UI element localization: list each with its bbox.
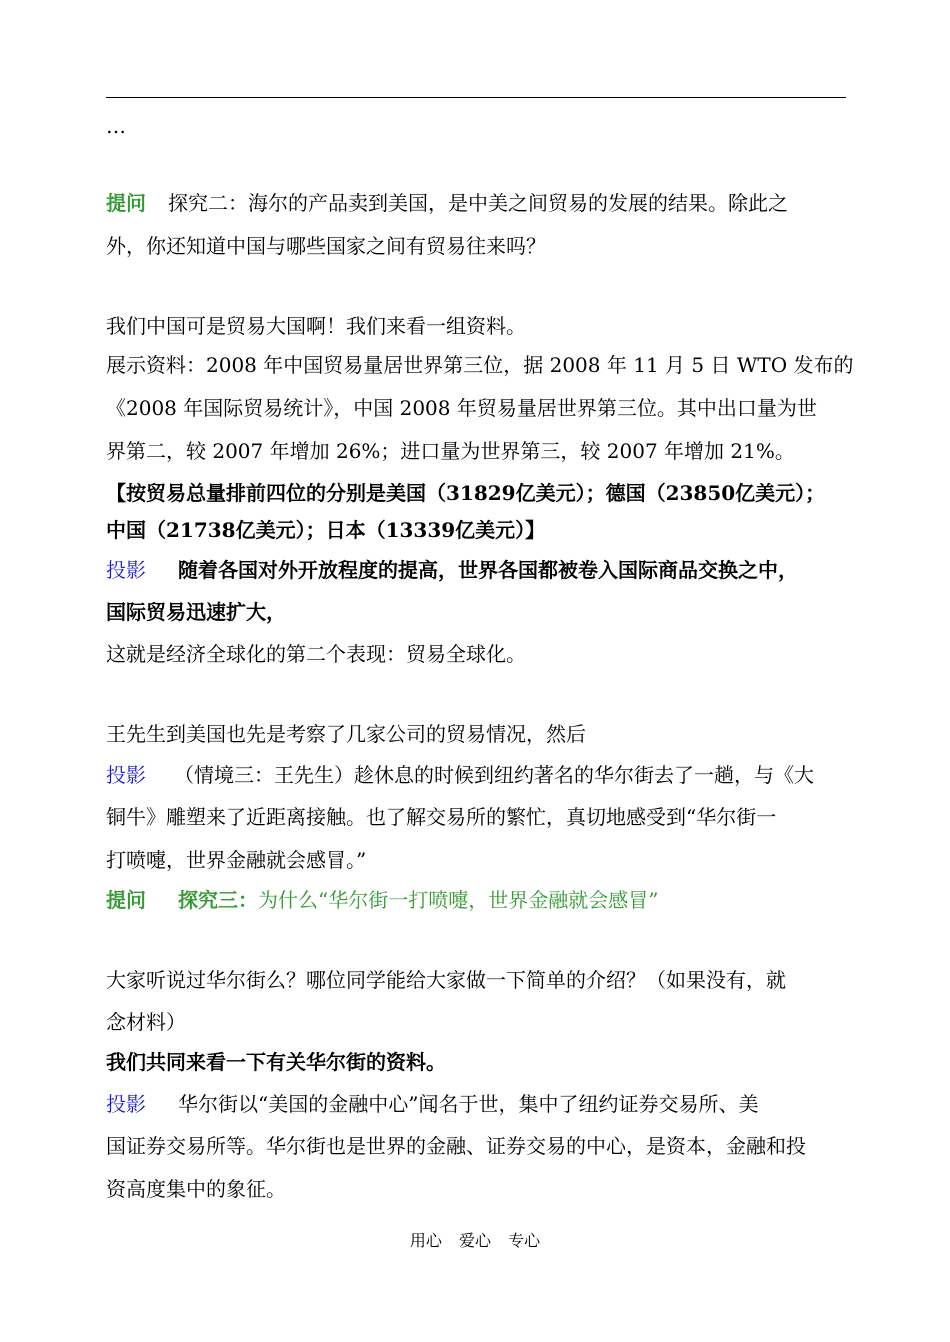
text: 随着各国对外开放程度的提高，世界各国都被卷入国际商品交换之中，	[178, 558, 798, 582]
paragraph-line: 我们中国可是贸易大国啊！我们来看一组资料。	[106, 314, 526, 338]
projection-3-line-2: 国证券交易所等。华尔街也是世界的金融、证券交易的中心，是资本，金融和投	[106, 1134, 806, 1158]
projection-2-line-2: 铜牛》雕塑来了近距离接触。也了解交易所的繁忙，真切地感受到“华尔街一	[106, 805, 777, 829]
tag-projection: 投影	[106, 1092, 146, 1116]
projection-2-line-3: 打喷嚏，世界金融就会感冒。”	[106, 848, 367, 872]
text: （情境三：王先生）趁休息的时候到纽约著名的华尔街去了一趟，与《大	[174, 763, 814, 787]
projection-1-line-3: 这就是经济全球化的第二个表现：贸易全球化。	[106, 642, 526, 666]
projection-3-line-3: 资高度集中的象征。	[106, 1177, 286, 1201]
inquiry-text: 为什么“华尔街一打喷嚏，世界金融就会感冒”	[258, 888, 659, 912]
projection-3-line-1	[106, 1090, 758, 1118]
paragraph-line: 《2008 年国际贸易统计》，中国 2008 年贸易量居世界第三位。其中出口量为世	[106, 396, 817, 420]
paragraph-line: 王先生到美国也先是考察了几家公司的贸易情况，然后	[106, 722, 586, 746]
question-3-line	[106, 886, 658, 914]
tag-question: 提问	[106, 191, 146, 215]
question-1-line-1	[106, 189, 788, 217]
text: 华尔街以“美国的金融中心”闻名于世，集中了纽约证券交易所、美	[178, 1092, 759, 1116]
page-footer	[0, 1228, 950, 1251]
paragraph-line: 展示资料：2008 年中国贸易量居世界第三位，据 2008 年 11 月 5 日 WTO 发布的	[106, 353, 854, 377]
tag-projection: 投影	[106, 763, 146, 787]
projection-1-line-2: 国际贸易迅速扩大，	[106, 600, 286, 624]
trade-ranking-line-2: 中国（21738亿美元）；日本（13339亿美元）】	[106, 518, 546, 542]
footer-word: 爱心	[458, 1231, 491, 1250]
paragraph-line: 大家听说过华尔街么？哪位同学能给大家做一下简单的介绍？（如果没有，就	[106, 968, 786, 992]
tag-projection: 投影	[106, 558, 146, 582]
text: 探究二：海尔的产品卖到美国，是中美之间贸易的发展的结果。除此之	[168, 191, 788, 215]
inquiry-label: 探究三：	[178, 888, 258, 912]
paragraph-line-bold: 我们共同来看一下有关华尔街的资料。	[106, 1050, 446, 1074]
footer-word: 用心	[409, 1231, 442, 1250]
paragraph-line: 念材料）	[106, 1010, 186, 1034]
header-rule	[106, 97, 846, 98]
footer-word: 专心	[508, 1231, 541, 1250]
projection-1-line-1	[106, 556, 798, 584]
paragraph-line: 界第二，较 2007 年增加 26%；进口量为世界第三，较 2007 年增加 21%。	[106, 439, 795, 463]
ellipsis: …	[106, 114, 126, 138]
question-1-line-2: 外，你还知道中国与哪些国家之间有贸易往来吗？	[106, 234, 546, 258]
tag-question: 提问	[106, 888, 146, 912]
trade-ranking-line-1: 【按贸易总量排前四位的分别是美国（31829亿美元）；德国（23850亿美元）；	[106, 481, 826, 505]
projection-2-line-1	[106, 761, 814, 789]
